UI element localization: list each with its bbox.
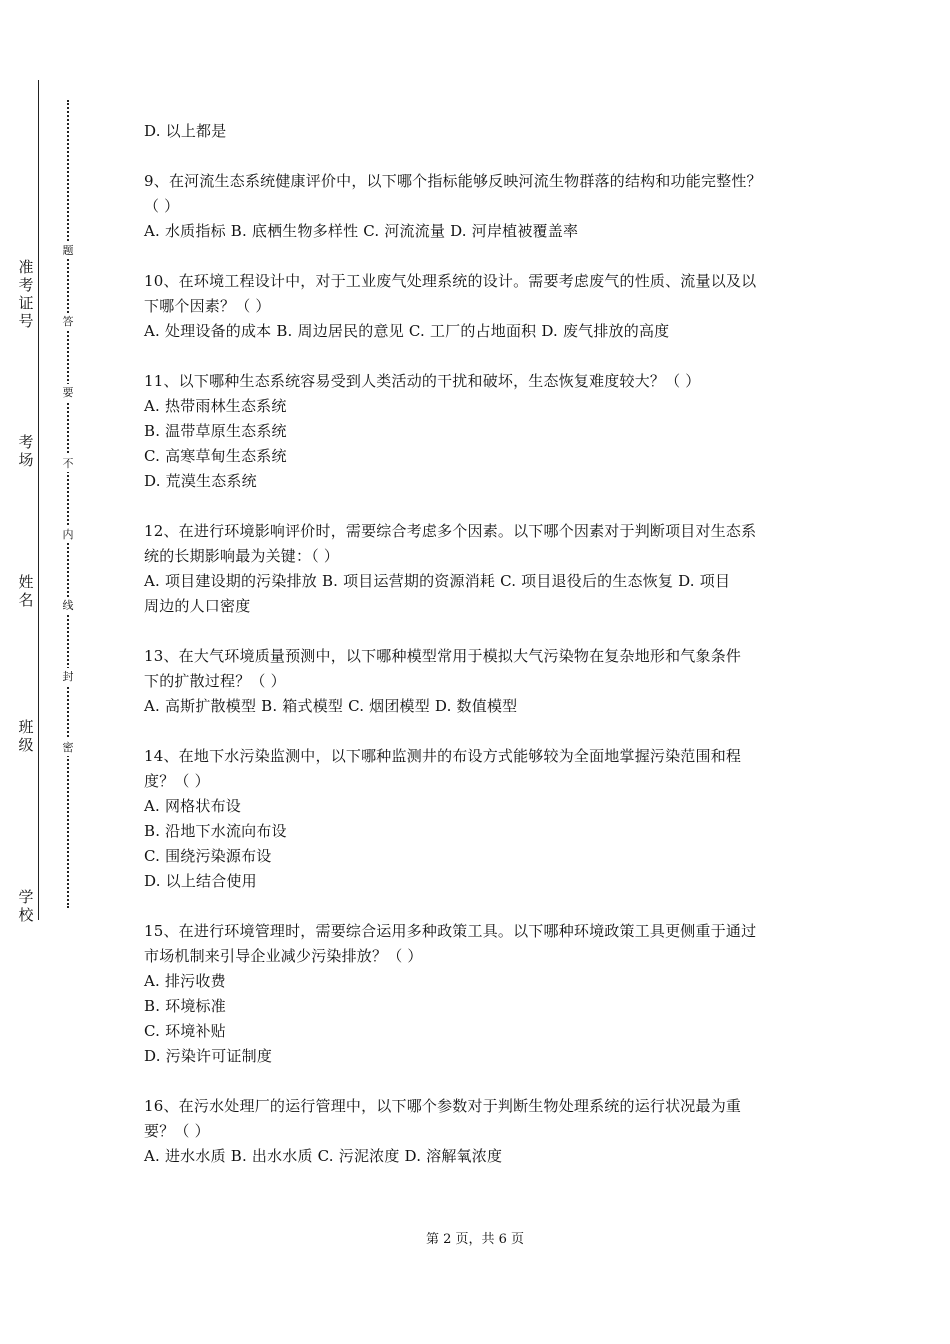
option-b: B. 环境标准 [144,997,226,1015]
question-11 [144,369,812,494]
question-stem: 14、在地下水污染监测中，以下哪种监测井的布设方式能够较为全面地掌握污染范围和程 [144,747,742,765]
option-d: D. 污染许可证制度 [144,1047,273,1065]
question-16 [144,1094,812,1169]
question-stem: 下哪个因素？（ ） [144,297,271,315]
question-8-tail [144,119,812,144]
question-stem: 统的长期影响最为关键：（ ） [144,547,340,565]
question-stem: 15、在进行环境管理时，需要综合运用多种政策工具。以下哪种环境政策工具更侧重于通过 [144,922,757,940]
seal-char: 答 [60,313,76,330]
seal-char: 线 [60,597,76,614]
option-b: B. 沿地下水流向布设 [144,822,287,840]
question-10 [144,269,812,344]
option-line: A. 高斯扩散模型 B. 箱式模型 C. 烟团模型 D. 数值模型 [144,697,518,715]
question-stem: 要？（ ） [144,1122,210,1140]
question-stem: 市场机制来引导企业减少污染排放？（ ） [144,947,423,965]
option-a: A. 网格状布设 [144,797,241,815]
field-exam-room: 考场 [16,430,36,472]
seal-char: 要 [60,384,76,401]
question-14 [144,744,812,894]
seal-char: 封 [60,668,76,685]
option-a: A. 热带雨林生态系统 [144,397,287,415]
question-stem: 度？（ ） [144,772,210,790]
option-c: C. 围绕污染源布设 [144,847,272,865]
field-school: 学校 [16,885,36,927]
binding-margin [0,0,110,1344]
field-name: 姓名 [16,570,36,612]
option-c: C. 环境补贴 [144,1022,226,1040]
seal-char: 密 [60,739,76,756]
question-15 [144,919,812,1069]
binding-line [38,80,39,920]
field-exam-number: 准考证号 [16,255,36,333]
question-stem: 10、在环境工程设计中，对于工业废气处理系统的设计。需要考虑废气的性质、流量以及以 [144,272,757,290]
option-line: A. 水质指标 B. 底栖生物多样性 C. 河流流量 D. 河岸植被覆盖率 [144,222,579,240]
question-12 [144,519,812,619]
seal-dotted-line [67,100,69,908]
question-stem: 9、在河流生态系统健康评价中，以下哪个指标能够反映河流生物群落的结构和功能完整性？ [144,172,762,190]
option-line: 周边的人口密度 [144,597,251,615]
question-stem: 13、在大气环境质量预测中，以下哪种模型常用于模拟大气污染物在复杂地形和气象条件 [144,647,742,665]
option-d: D. 荒漠生态系统 [144,472,257,490]
seal-char: 不 [60,455,76,472]
candidate-info-fields [16,80,48,930]
question-stem: （ ） [144,197,180,215]
seal-char: 内 [60,526,76,543]
option-line: A. 处理设备的成本 B. 周边居民的意见 C. 工厂的占地面积 D. 废气排放的高度 [144,322,670,340]
question-9 [144,169,812,244]
option-c: C. 高寒草甸生态系统 [144,447,287,465]
option-line: A. 进水水质 B. 出水水质 C. 污泥浓度 D. 溶解氧浓度 [144,1147,503,1165]
question-list [144,119,812,1194]
option-b: B. 温带草原生态系统 [144,422,287,440]
question-stem: 11、以下哪种生态系统容易受到人类活动的干扰和破坏，生态恢复难度较大？（ ） [144,372,701,390]
option-d: D. 以上结合使用 [144,872,257,890]
question-stem: 下的扩散过程？（ ） [144,672,286,690]
option-line: A. 项目建设期的污染排放 B. 项目运营期的资源消耗 C. 项目退役后的生态恢复 D. 项目 [144,572,731,590]
option-line: D. 以上都是 [144,122,227,140]
question-stem: 12、在进行环境影响评价时，需要综合考虑多个因素。以下哪个因素对于判断项目对生态系 [144,522,757,540]
seal-char: 题 [60,242,76,259]
question-13 [144,644,812,719]
field-class: 班级 [16,715,36,757]
seal-line [60,100,76,908]
page-number: 第 2 页，共 6 页 [425,1232,525,1247]
option-a: A. 排污收费 [144,972,226,990]
question-stem: 16、在污水处理厂的运行管理中，以下哪个参数对于判断生物处理系统的运行状况最为重 [144,1097,742,1115]
